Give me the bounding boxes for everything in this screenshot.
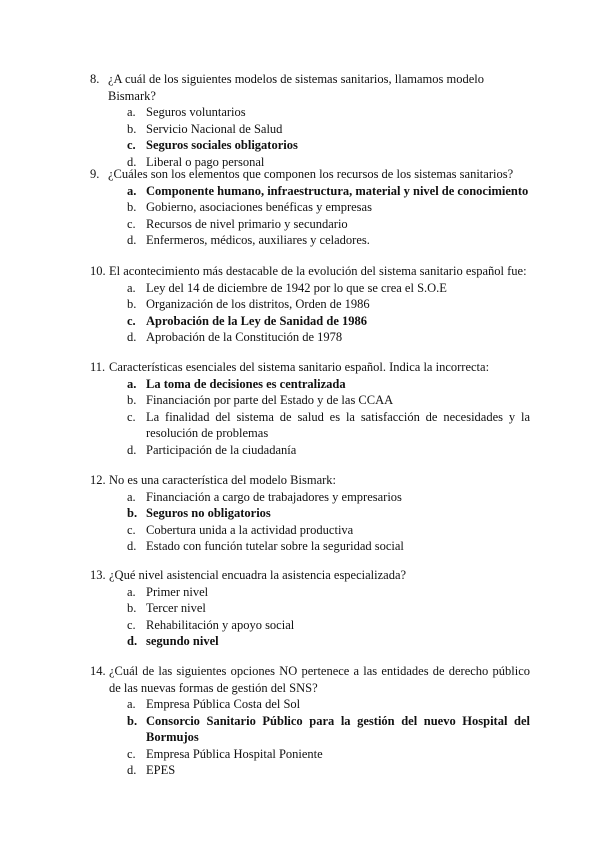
option-letter: b.: [127, 713, 138, 728]
option-letter: d.: [127, 330, 137, 344]
option-letter: d.: [127, 634, 138, 648]
option-letter: b.: [127, 506, 138, 520]
question-number: 11.: [90, 360, 106, 374]
option-text: Empresa Pública Hospital Poniente: [146, 746, 323, 761]
option-letter: c.: [127, 138, 136, 152]
question-number: 8.: [90, 72, 100, 86]
question-text: El acontecimiento más destacable de la evolución del sistema sanitario español fue:: [109, 264, 527, 278]
option-b-correct: [127, 713, 530, 746]
option-text: Empresa Pública Costa del Sol: [146, 697, 301, 711]
option-text: Aprobación de la Constitución de 1978: [146, 330, 343, 344]
option-text: La toma de decisiones es centralizada: [146, 376, 346, 391]
option-text: Tercer nivel: [146, 601, 206, 615]
option-b-correct: [127, 505, 530, 522]
option-text: Organización de los distritos, Orden de 1986: [146, 297, 370, 311]
option-letter: c.: [127, 617, 136, 632]
option-b: [127, 600, 530, 617]
option-a: [127, 104, 530, 121]
question-number: 12.: [90, 473, 106, 487]
option-text: Servicio Nacional de Salud: [146, 121, 283, 136]
question-text: Características esenciales del sistema sanitario español. Indica la incorrecta:: [109, 360, 490, 374]
option-text: Cobertura unida a la actividad productiva: [146, 522, 354, 537]
option-c-correct: [127, 137, 530, 154]
question-11: [90, 359, 530, 458]
option-letter: d.: [127, 233, 137, 247]
option-text: Componente humano, infraestructura, material y nivel de conocimiento: [146, 183, 529, 198]
option-letter: d.: [127, 763, 137, 777]
option-c: [127, 216, 530, 233]
option-letter: c.: [127, 409, 136, 424]
option-a-correct: [127, 183, 530, 200]
question-text: ¿Qué nivel asistencial encuadra la asistencia especializada?: [109, 568, 407, 582]
option-text: Consorcio Sanitario Público para la gestión del nuevo Hospital del Bormujos: [146, 713, 530, 744]
option-text: Financiación a cargo de trabajadores y empresarios: [146, 489, 402, 504]
option-letter: c.: [127, 746, 136, 761]
option-text: Aprobación de la Ley de Sanidad de 1986: [146, 313, 367, 328]
option-c: [127, 746, 530, 763]
question-number: 9.: [90, 167, 100, 181]
option-letter: b.: [127, 200, 137, 214]
question-text: ¿Cuáles son los elementos que componen los recursos de los sistemas sanitarios?: [108, 167, 514, 181]
option-letter: a.: [127, 584, 136, 599]
option-text: Gobierno, asociaciones benéficas y empresas: [146, 200, 372, 214]
option-letter: b.: [127, 121, 137, 136]
option-c: [127, 522, 530, 539]
question-number: 14.: [90, 664, 106, 678]
option-a-correct: [127, 376, 530, 393]
option-d-correct: [127, 633, 530, 650]
question-text: ¿Cuál de las siguientes opciones NO pertenece a las entidades de derecho público de las nuevas formas de gestión del SNS?: [109, 664, 530, 695]
option-text: Rehabilitación y apoyo social: [146, 617, 295, 632]
option-d: [127, 232, 530, 249]
option-letter: a.: [127, 489, 136, 504]
option-text: Participación de la ciudadanía: [146, 442, 297, 457]
option-letter: b.: [127, 297, 137, 311]
option-text: Financiación por parte del Estado y de las CCAA: [146, 393, 394, 407]
option-b: [127, 199, 530, 216]
question-text: ¿A cuál de los siguientes modelos de sistemas sanitarios, llamamos modelo Bismark?: [108, 72, 484, 103]
option-letter: c.: [127, 216, 136, 231]
option-c: [127, 409, 530, 442]
option-letter: c.: [127, 522, 136, 537]
option-letter: a.: [127, 183, 137, 198]
question-text: No es una característica del modelo Bismark:: [109, 473, 337, 487]
option-letter: d.: [127, 154, 137, 169]
option-a: [127, 280, 530, 297]
option-text: Seguros no obligatorios: [146, 506, 271, 520]
question-13: [90, 567, 530, 650]
option-text: Recursos de nivel primario y secundario: [146, 216, 348, 231]
option-b: [127, 296, 530, 313]
option-letter: a.: [127, 105, 136, 119]
option-text: Liberal o pago personal: [146, 154, 265, 169]
option-text: Estado con función tutelar sobre la seguridad social: [146, 539, 404, 553]
option-b: [127, 121, 530, 138]
question-8: [90, 71, 530, 170]
option-letter: a.: [127, 280, 136, 295]
question-9: [90, 166, 530, 249]
question-number: 10.: [90, 264, 106, 278]
option-c-correct: [127, 313, 530, 330]
option-letter: d.: [127, 442, 137, 457]
option-d: [127, 329, 530, 346]
option-text: segundo nivel: [146, 634, 219, 648]
option-d: [127, 762, 530, 779]
option-a: [127, 584, 530, 601]
option-a: [127, 489, 530, 506]
option-letter: b.: [127, 393, 137, 407]
option-b: [127, 392, 530, 409]
option-text: EPES: [146, 763, 176, 777]
option-text: Primer nivel: [146, 584, 209, 599]
option-letter: b.: [127, 601, 137, 615]
question-10: [90, 263, 530, 346]
option-text: La finalidad del sistema de salud es la satisfacción de necesidades y la resolución de problemas: [146, 409, 530, 440]
option-letter: d.: [127, 539, 137, 553]
option-text: Ley del 14 de diciembre de 1942 por lo que se crea el S.O.E: [146, 280, 447, 295]
question-12: [90, 472, 530, 555]
option-text: Seguros voluntarios: [146, 105, 246, 119]
option-letter: a.: [127, 376, 137, 391]
option-d: [127, 442, 530, 459]
question-14: [90, 663, 530, 779]
option-text: Enfermeros, médicos, auxiliares y celadores.: [146, 233, 370, 247]
option-letter: a.: [127, 697, 136, 711]
option-c: [127, 617, 530, 634]
option-letter: c.: [127, 313, 136, 328]
question-number: 13.: [90, 568, 106, 582]
option-text: Seguros sociales obligatorios: [146, 138, 298, 152]
option-d: [127, 538, 530, 555]
option-a: [127, 696, 530, 713]
